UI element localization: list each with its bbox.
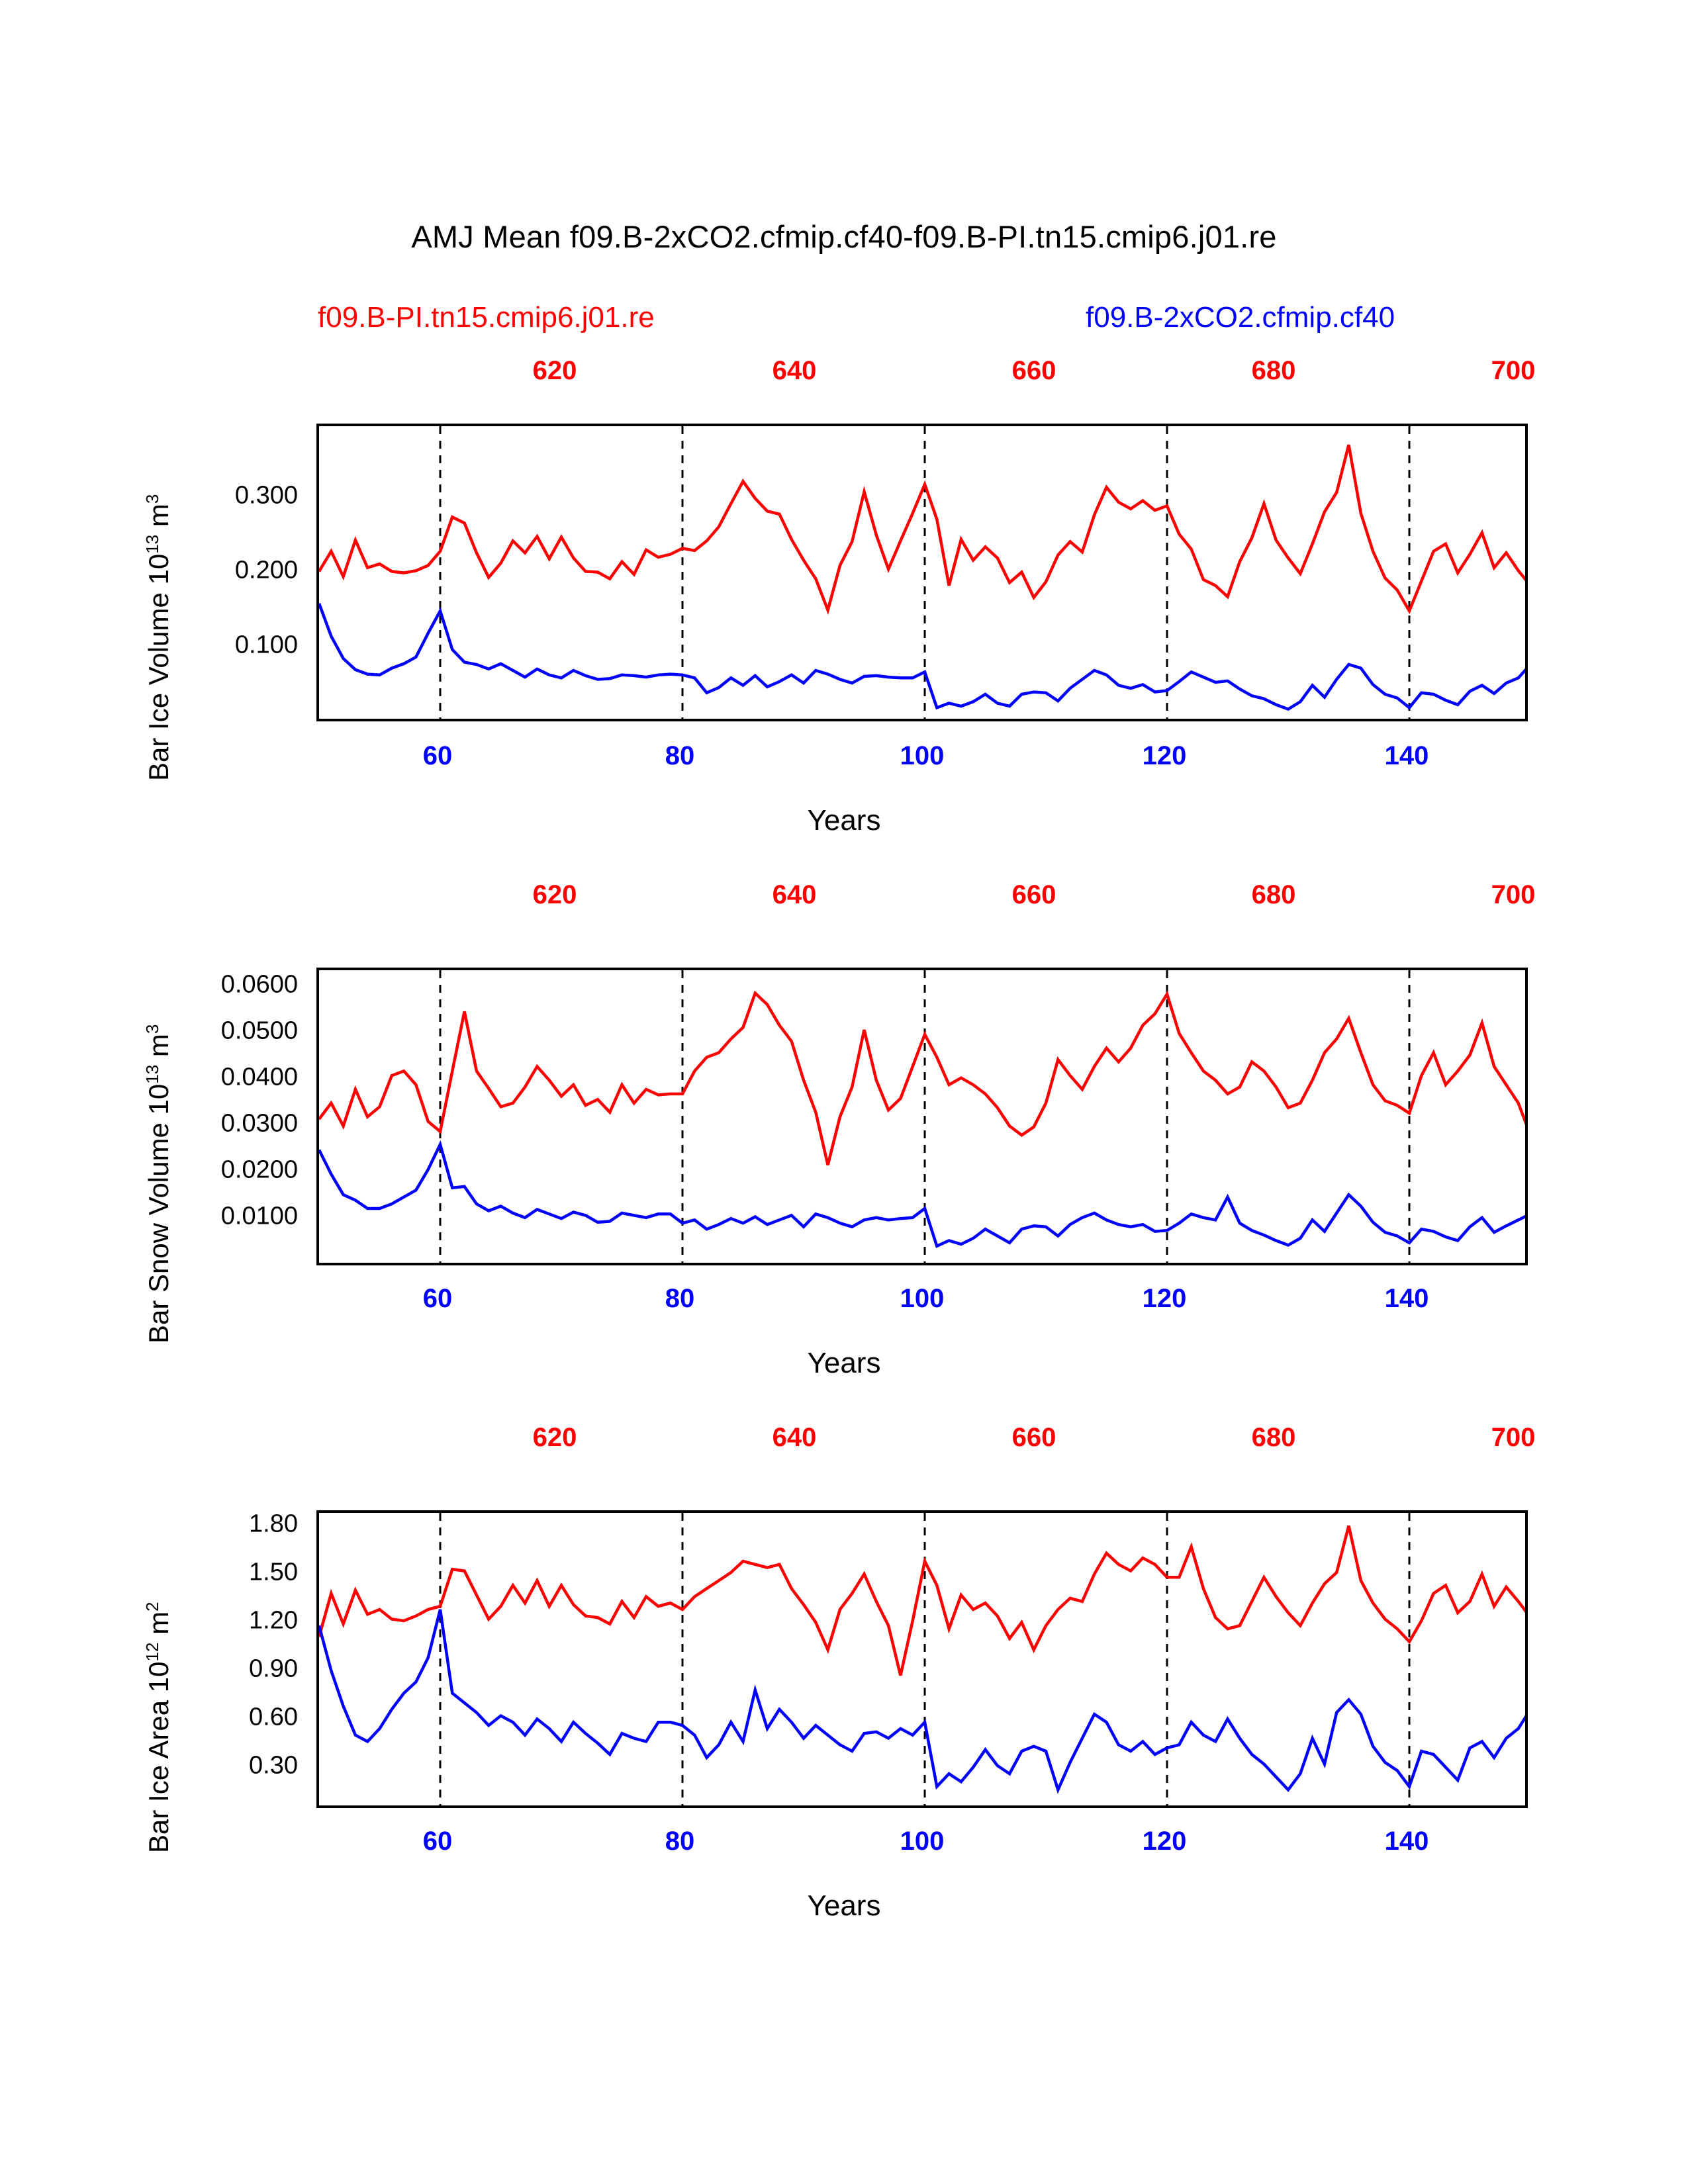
plot-area-ice-area xyxy=(316,1510,1528,1808)
series-line-red-p3 xyxy=(319,1526,1528,1676)
ytick-p2-0: 0.0100 xyxy=(220,1202,298,1230)
top-tick-640-p3: 640 xyxy=(772,1423,817,1452)
ytick-p3-1: 0.60 xyxy=(249,1703,298,1731)
top-tick-660-p3: 660 xyxy=(1011,1423,1056,1452)
ytick-p1-2: 0.300 xyxy=(234,481,298,510)
bottom-tick-120-p1: 120 xyxy=(1142,741,1187,770)
ytick-p2-4: 0.0500 xyxy=(220,1017,298,1045)
ylabel-ice-volume: Bar Ice Volume $10^{13}$ $m^3$ xyxy=(142,494,174,781)
bottom-tick-60-p1: 60 xyxy=(422,741,453,770)
ylabel-ice-area: Bar Ice Area $10^{12}$ $m^2$ xyxy=(142,1602,174,1853)
ytick-p2-2: 0.0300 xyxy=(220,1109,298,1138)
ytick-p3-2: 0.90 xyxy=(249,1655,298,1683)
plot-area-snow-volume xyxy=(316,968,1528,1265)
series-line-blue-p2 xyxy=(319,1144,1528,1246)
top-tick-620-p3: 620 xyxy=(532,1423,577,1452)
bottom-tick-120-p3: 120 xyxy=(1142,1827,1187,1856)
plot-area-ice-volume xyxy=(316,424,1528,721)
plot-svg-ice-volume xyxy=(319,426,1528,721)
bottom-tick-140-p3: 140 xyxy=(1384,1827,1429,1856)
bottom-tick-80-p2: 80 xyxy=(665,1284,695,1313)
bottom-tick-140-p1: 140 xyxy=(1384,741,1429,770)
top-tick-680-p1: 680 xyxy=(1251,356,1296,385)
ytick-p1-0: 0.100 xyxy=(234,631,298,659)
series-line-blue-p3 xyxy=(319,1610,1528,1790)
ytick-p2-1: 0.0200 xyxy=(220,1156,298,1184)
ytick-p2-5: 0.0600 xyxy=(220,970,298,999)
bottom-tick-120-p2: 120 xyxy=(1142,1284,1187,1313)
plot-svg-snow-volume xyxy=(319,970,1528,1265)
top-tick-660-p2: 660 xyxy=(1011,880,1056,909)
bottom-tick-100-p1: 100 xyxy=(900,741,945,770)
xlabel-p3: Years xyxy=(807,1889,881,1922)
top-tick-700-p2: 700 xyxy=(1491,880,1536,909)
ytick-p2-3: 0.0400 xyxy=(220,1063,298,1091)
top-tick-700-p3: 700 xyxy=(1491,1423,1536,1452)
legend-label-blue: f09.B-2xCO2.cfmip.cf40 xyxy=(1086,301,1395,334)
top-tick-620-p1: 620 xyxy=(532,356,577,385)
series-line-blue-p1 xyxy=(319,604,1528,709)
xlabel-p2: Years xyxy=(807,1347,881,1379)
ylabel-snow-volume: Bar Snow Volume $10^{13}$ $m^3$ xyxy=(142,1024,174,1343)
bottom-tick-140-p2: 140 xyxy=(1384,1284,1429,1313)
bottom-tick-60-p2: 60 xyxy=(422,1284,453,1313)
top-tick-640-p1: 640 xyxy=(772,356,817,385)
bottom-tick-60-p3: 60 xyxy=(422,1827,453,1856)
bottom-tick-80-p3: 80 xyxy=(665,1827,695,1856)
plot-svg-ice-area xyxy=(319,1513,1528,1808)
bottom-tick-100-p3: 100 xyxy=(900,1827,945,1856)
ytick-p3-0: 0.30 xyxy=(249,1751,298,1780)
series-line-red-p2 xyxy=(319,993,1528,1165)
top-tick-660-p1: 660 xyxy=(1011,356,1056,385)
ytick-p1-1: 0.200 xyxy=(234,556,298,584)
page-title: AMJ Mean f09.B-2xCO2.cfmip.cf40-f09.B-PI.tn15.cmip6.j01.re xyxy=(411,219,1277,254)
top-tick-640-p2: 640 xyxy=(772,880,817,909)
ytick-p3-5: 1.80 xyxy=(249,1510,298,1538)
ytick-p3-4: 1.50 xyxy=(249,1558,298,1586)
bottom-tick-100-p2: 100 xyxy=(900,1284,945,1313)
bottom-tick-80-p1: 80 xyxy=(665,741,695,770)
top-tick-680-p3: 680 xyxy=(1251,1423,1296,1452)
top-tick-700-p1: 700 xyxy=(1491,356,1536,385)
xlabel-p1: Years xyxy=(807,804,881,837)
top-tick-680-p2: 680 xyxy=(1251,880,1296,909)
series-line-red-p1 xyxy=(319,445,1528,611)
gridlines-p2 xyxy=(440,970,1409,1265)
ytick-p3-3: 1.20 xyxy=(249,1606,298,1635)
legend-label-red: f09.B-PI.tn15.cmip6.j01.re xyxy=(318,301,655,334)
top-tick-620-p2: 620 xyxy=(532,880,577,909)
